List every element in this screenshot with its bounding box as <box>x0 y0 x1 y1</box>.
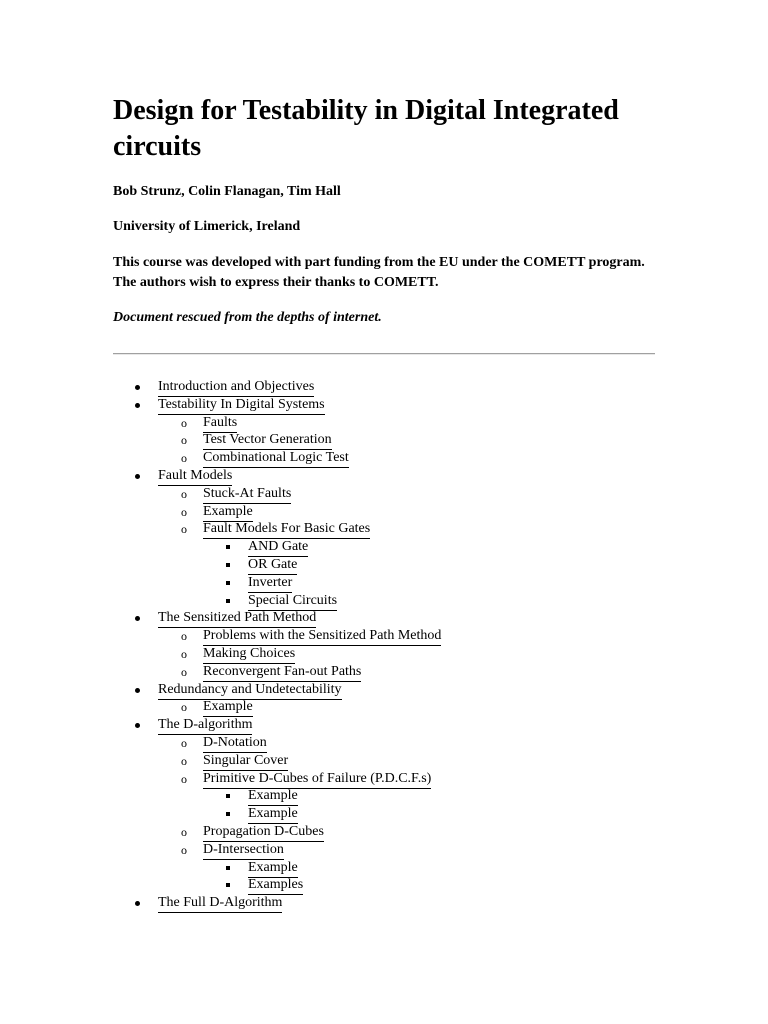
horizontal-rule <box>113 353 655 355</box>
toc-item <box>113 627 658 645</box>
toc-link[interactable]: Introduction and Objectives <box>158 378 314 397</box>
toc-item <box>113 876 658 894</box>
disc-bullet-icon <box>135 688 140 693</box>
toc-link[interactable]: Example <box>248 859 298 878</box>
toc-link[interactable]: Reconvergent Fan-out Paths <box>203 663 361 682</box>
toc-link[interactable]: Singular Cover <box>203 752 288 771</box>
toc-item <box>113 752 658 770</box>
toc-item <box>113 449 658 467</box>
toc-item <box>113 592 658 610</box>
toc-link[interactable]: OR Gate <box>248 556 297 575</box>
toc-link[interactable]: Testability In Digital Systems <box>158 396 325 415</box>
toc-item <box>113 520 658 538</box>
toc-link[interactable]: Combinational Logic Test <box>203 449 349 468</box>
toc-item <box>113 823 658 841</box>
circle-bullet-icon: o <box>181 771 187 786</box>
square-bullet-icon <box>226 812 230 816</box>
funding-paragraph: This course was developed with part funding from the EU under the COMETT program. The authors wish to express their thanks to COMETT. <box>113 255 645 290</box>
toc-item <box>113 734 658 752</box>
toc-item <box>113 681 658 699</box>
document-title: Design for Testability in Digital Integrated circuits <box>113 95 619 162</box>
toc-item <box>113 485 658 503</box>
square-bullet-icon <box>226 883 230 887</box>
toc-link[interactable]: Primitive D-Cubes of Failure (P.D.C.F.s) <box>203 770 431 789</box>
toc-link[interactable]: D-Notation <box>203 734 267 753</box>
authors-line: Bob Strunz, Colin Flanagan, Tim Hall <box>113 184 341 199</box>
toc-link[interactable]: Example <box>203 503 253 522</box>
toc-link[interactable]: Redundancy and Undetectability <box>158 681 342 700</box>
toc-link[interactable]: Faults <box>203 414 237 433</box>
circle-bullet-icon: o <box>181 736 187 750</box>
toc-item <box>113 574 658 592</box>
toc-link[interactable]: The D-algorithm <box>158 716 252 735</box>
toc-item <box>113 645 658 663</box>
toc-link[interactable]: Examples <box>248 876 303 895</box>
toc-link[interactable]: Test Vector Generation <box>203 431 332 450</box>
toc-item <box>113 609 658 627</box>
toc-item <box>113 467 658 485</box>
disc-bullet-icon <box>135 723 140 728</box>
toc-link[interactable]: Propagation D-Cubes <box>203 823 324 842</box>
toc-link[interactable]: Example <box>203 698 253 717</box>
disc-bullet-icon <box>135 403 140 408</box>
toc-item <box>113 396 658 414</box>
circle-bullet-icon: o <box>181 504 187 519</box>
toc-link[interactable]: Problems with the Sensitized Path Method <box>203 627 441 646</box>
toc-item <box>113 663 658 681</box>
toc-link[interactable]: Stuck-At Faults <box>203 485 291 504</box>
square-bullet-icon <box>226 866 230 870</box>
toc-link[interactable]: Inverter <box>248 574 292 593</box>
toc-item <box>113 787 658 805</box>
circle-bullet-icon: o <box>181 647 187 661</box>
toc-link[interactable]: Fault Models For Basic Gates <box>203 520 370 539</box>
disc-bullet-icon <box>135 901 140 906</box>
square-bullet-icon <box>226 794 230 798</box>
toc-link[interactable]: Special Circuits <box>248 592 337 611</box>
circle-bullet-icon: o <box>181 433 187 448</box>
toc-link[interactable]: D-Intersection <box>203 841 284 860</box>
university-line: University of Limerick, Ireland <box>113 219 301 234</box>
toc-item <box>113 378 658 396</box>
circle-bullet-icon: o <box>181 486 187 501</box>
square-bullet-icon <box>226 545 230 549</box>
toc-item <box>113 894 658 912</box>
disc-bullet-icon <box>135 616 140 621</box>
square-bullet-icon <box>226 563 230 567</box>
toc-item <box>113 556 658 574</box>
toc-item <box>113 538 658 556</box>
toc-item <box>113 859 658 877</box>
circle-bullet-icon: o <box>181 700 187 715</box>
toc-item <box>113 805 658 823</box>
circle-bullet-icon: o <box>181 825 187 839</box>
circle-bullet-icon: o <box>181 664 187 679</box>
toc-item <box>113 770 658 788</box>
disc-bullet-icon <box>135 474 140 479</box>
toc-link[interactable]: Fault Models <box>158 467 232 486</box>
circle-bullet-icon: o <box>181 451 187 466</box>
toc-link[interactable]: Example <box>248 787 298 806</box>
circle-bullet-icon: o <box>181 753 187 768</box>
square-bullet-icon <box>226 599 230 603</box>
toc-link[interactable]: Example <box>248 805 298 824</box>
circle-bullet-icon: o <box>181 842 187 857</box>
circle-bullet-icon: o <box>181 522 187 537</box>
toc-item <box>113 716 658 734</box>
circle-bullet-icon: o <box>181 629 187 644</box>
square-bullet-icon <box>226 581 230 585</box>
rescued-note: Document rescued from the depths of internet. <box>113 310 382 325</box>
toc-link[interactable]: Making Choices <box>203 645 295 664</box>
toc-item <box>113 503 658 521</box>
disc-bullet-icon <box>135 385 140 390</box>
circle-bullet-icon: o <box>181 415 187 430</box>
toc-item <box>113 414 658 432</box>
toc-item <box>113 841 658 859</box>
toc-link[interactable]: The Sensitized Path Method <box>158 609 316 628</box>
toc-item <box>113 698 658 716</box>
toc-link[interactable]: The Full D-Algorithm <box>158 894 282 913</box>
toc-link[interactable]: AND Gate <box>248 538 308 557</box>
toc-item <box>113 431 658 449</box>
